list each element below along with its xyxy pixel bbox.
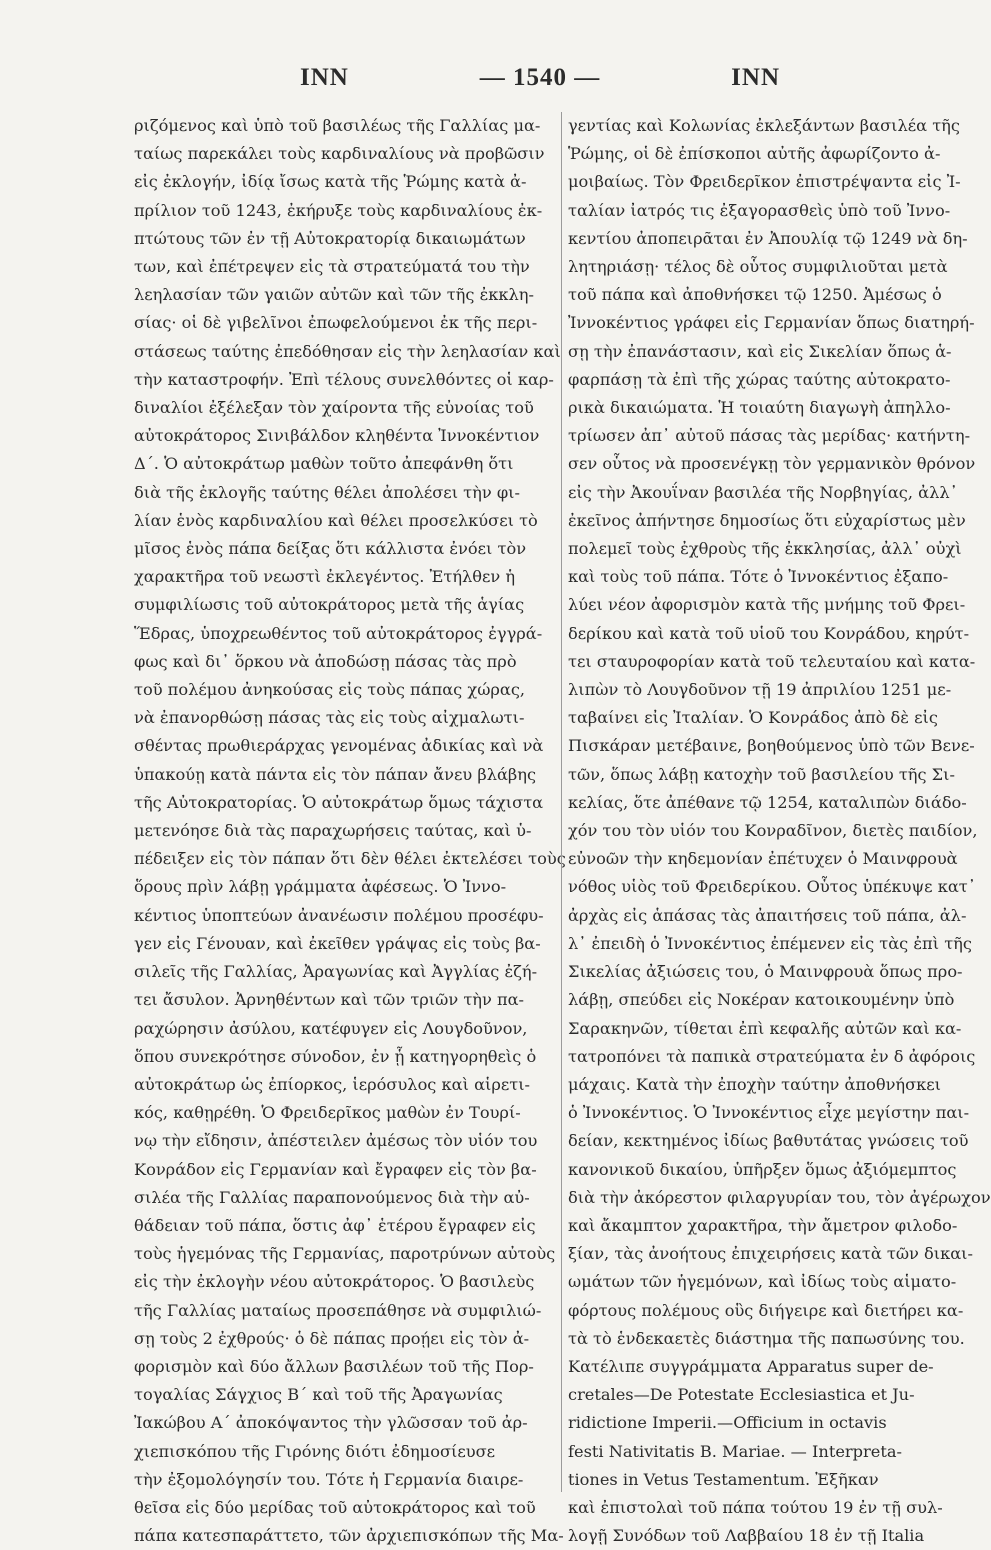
text-line: καὶ τοὺς τοῦ πάπα. Τότε ὁ Ἰννοκέντιος ἐξαπο-: [568, 567, 949, 587]
text-line: τῶν, ὅπως λάβῃ κατοχὴν τοῦ βασιλείου τῆς Σι-: [568, 764, 955, 784]
text-line: σίας· οἱ δὲ γιβελῖνοι ἐπωφελούμενοι ἐκ τῆς περι-: [134, 313, 538, 333]
text-line: cretales—De Potestate Ecclesiastica et Ju-: [568, 1385, 915, 1405]
text-line: κεντίου ἀποπειρᾶται ἐν Ἀπουλίᾳ τῷ 1249 νὰ δη-: [568, 228, 968, 248]
text-line: ridictione Imperii.—Officium in octavis: [568, 1413, 887, 1433]
text-line: ὅρους πρὶν λάβῃ γράμματα ἀφέσεως. Ὁ Ἰννο-: [134, 877, 507, 897]
text-line: Κονράδον εἰς Γερμανίαν καὶ ἔγραφεν εἰς τὸν βα-: [134, 1159, 537, 1179]
text-line: δερίκου καὶ κατὰ τοῦ υἱοῦ του Κονράδου, κηρύτ-: [568, 623, 970, 643]
text-line: φόρτους πολέμους οὓς διήγειρε καὶ διετήρει κα-: [568, 1300, 964, 1320]
text-line: φως καὶ δι᾽ ὅρκου νὰ ἀποδώσῃ πάσας τὰς πρὸ: [134, 651, 517, 671]
text-line: ξίαν, τὰς ἀνοήτους ἐπιχειρήσεις κατὰ τῶν δικαι-: [568, 1244, 973, 1264]
text-line: ταίως παρεκάλει τοὺς καρδιναλίους νὰ προβῶσιν: [134, 144, 545, 164]
text-line: καὶ ἐπιστολαὶ τοῦ πάπα τούτου 19 ἐν τῇ συλ-: [568, 1497, 943, 1517]
text-line: Πισκάραν μετέβαινε, βοηθούμενος ὑπὸ τῶν Βενε-: [568, 736, 975, 756]
text-line: λύει νέον ἀφορισμὸν κατὰ τῆς μνήμης τοῦ Φρει-: [568, 595, 966, 615]
text-line: δείαν, κεκτημένος ἰδίως βαθυτάτας γνώσεις τοῦ: [568, 1131, 969, 1151]
text-line: tiones in Vetus Testamentum. Ἐξῆκαν: [568, 1469, 879, 1489]
text-line: αὐτοκράτορος Σινιβάλδον κληθέντα Ἰννοκέντιον: [134, 426, 540, 446]
text-line: ὅπου συνεκρότησε σύνοδον, ἐν ᾗ κατηγορηθεὶς ὁ: [134, 1046, 537, 1066]
text-line: φορισμὸν καὶ δύο ἄλλων βασιλέων τοῦ τῆς Πορ-: [134, 1356, 534, 1376]
text-line: εἰς ἐκλογήν, ἰδίᾳ ἴσως κατὰ τῆς Ῥώμης κατὰ ἀ-: [134, 172, 527, 192]
text-line: χιεπισκόπου τῆς Γιρόνης διότι ἐδημοσίευσε: [134, 1441, 496, 1461]
text-line: θάδειαν τοῦ πάπα, ὅστις ἀφ᾽ ἑτέρου ἔγραφεν εἰς: [134, 1215, 536, 1235]
text-line: κός, καθῃρέθη. Ὁ Φρειδερῖκος μαθὼν ἐν Τουρί-: [134, 1103, 521, 1123]
text-line: κέντιος ὑποπτεύων ἀνανέωσιν πολέμου προσέφυ-: [134, 905, 544, 925]
text-line: σεν οὗτος νὰ προσενέγκῃ τὸν γερμανικὸν θρόνον: [568, 454, 976, 474]
left-column: [134, 112, 566, 1546]
text-line: Ἕδρας, ὑποχρεωθέντος τοῦ αὐτοκράτορος ἐγγρά-: [134, 623, 543, 643]
text-line: πρίλιον τοῦ 1243, ἐκήρυξε τοὺς καρδιναλίους ἐκ-: [134, 200, 543, 220]
text-line: τῆς Αὐτοκρατορίας. Ὁ αὐτοκράτωρ ὅμως τάχιστα: [134, 792, 544, 812]
text-line: θεῖσα εἰς δύο μερίδας τοῦ αὐτοκράτορος καὶ τοῦ: [134, 1497, 536, 1517]
text-line: ταβαίνει εἰς Ἰταλίαν. Ὁ Κονράδος ἀπὸ δὲ εἰς: [568, 708, 938, 728]
text-line: νῳ τὴν εἴδησιν, ἀπέστειλεν ἀμέσως τὸν υἱόν του: [134, 1131, 538, 1151]
page-header: [300, 58, 780, 98]
text-line: λεηλασίαν τῶν γαιῶν αὐτῶν καὶ τῶν τῆς ἐκκλη-: [134, 285, 534, 305]
text-line: στάσεως ταύτης ἐπεδόθησαν εἰς τὴν λεηλασίαν καὶ: [134, 341, 561, 361]
text-line: διὰ τῆς ἐκλογῆς ταύτης θέλει ἀπολέσει τὴν φι-: [134, 482, 520, 502]
text-line: συμφιλίωσις τοῦ αὐτοκράτορος μετὰ τῆς ἁγίας: [134, 595, 525, 615]
text-line: των, καὶ ἐπέτρεψεν εἰς τὰ στρατεύματά του τὴν: [134, 257, 530, 277]
text-line: τὴν ἐξομολόγησίν του. Τότε ἡ Γερμανία διαιρε-: [134, 1469, 524, 1489]
text-line: μῖσος ἑνὸς πάπα δείξας ὅτι κάλλιστα ἐνόει τὸν: [134, 539, 527, 559]
text-line: Ἰακώβου Α΄ ἀποκόψαντος τὴν γλῶσσαν τοῦ ἀρ-: [134, 1413, 528, 1433]
text-line: φαρπάσῃ τὰ ἐπὶ τῆς χώρας ταύτης αὐτοκρατο-: [568, 369, 951, 389]
text-line: ἀρχὰς εἰς ἁπάσας τὰς ἀπαιτήσεις τοῦ πάπα, ἀλ-: [568, 905, 967, 925]
text-line: τει ἄσυλον. Ἀρνηθέντων καὶ τῶν τριῶν τὴν πα-: [134, 990, 525, 1010]
text-line: διναλίοι ἐξέλεξαν τὸν χαίροντα τῆς εὐνοίας τοῦ: [134, 398, 534, 418]
text-line: σῃ τοὺς 2 ἐχθρούς· ὁ δὲ πάπας προῄει εἰς τὸν ἀ-: [134, 1328, 530, 1348]
text-line: τατροπόνει τὰ παπικὰ στρατεύματα ἐν δ ἀφόροις: [568, 1046, 976, 1066]
text-line: Κατέλιπε συγγράμματα Apparatus super de-: [568, 1356, 934, 1376]
text-line: ρικὰ δικαιώματα. Ἡ τοιαύτη διαγωγὴ ἀπηλλο-: [568, 398, 951, 418]
text-line: ριζόμενος καὶ ὑπὸ τοῦ βασιλέως τῆς Γαλλίας μα-: [134, 116, 541, 135]
text-line: λογῇ Συνόδων τοῦ Λαββαίου 18 ἐν τῇ Italia: [568, 1526, 925, 1546]
text-line: τοῦ πολέμου ἀνηκούσας εἰς τοὺς πάπας χώρας,: [134, 680, 526, 700]
text-line: festi Nativitatis B. Mariae. — Interpreta-: [568, 1441, 902, 1461]
text-line: μετενόησε διὰ τὰς παραχωρήσεις ταύτας, καὶ ὑ-: [134, 821, 532, 841]
text-line: χόν του τὸν υἱόν του Κονραδῖνον, διετὲς παιδίον,: [568, 821, 978, 841]
text-line: τὰ τὸ ἑνδεκαετὲς διάστημα τῆς παπωσύνης του.: [568, 1328, 965, 1348]
text-line: τοὺς ἡγεμόνας τῆς Γερμανίας, παροτρύνων αὐτοὺς: [134, 1244, 556, 1264]
text-line: ὁ Ἰννοκέντιος. Ὁ Ἰννοκέντιος εἶχε μεγίστην παι-: [568, 1103, 970, 1123]
text-line: τρίωσεν ἀπ᾽ αὐτοῦ πάσας τὰς μερίδας· κατήντη-: [568, 426, 971, 446]
text-line: εἰς τὴν Ἀκουΐναν βασιλέα τῆς Νορβηγίας, ἀλλ᾽: [568, 482, 958, 502]
text-line: Ἰννοκέντιος γράφει εἰς Γερμανίαν ὅπως διατηρή-: [568, 313, 975, 333]
text-line: πολεμεῖ τοὺς ἐχθροὺς τῆς ἐκκλησίας, ἀλλ᾽ οὐχὶ: [568, 539, 962, 559]
text-columns: [134, 112, 991, 1546]
text-line: νόθος υἱὸς τοῦ Φρειδερίκου. Οὗτος ὑπέκυψε κατ᾽: [568, 877, 976, 897]
text-line: πέδειξεν εἰς τὸν πάπαν ὅτι δὲν θέλει ἐκτελέσει τοὺς: [134, 849, 566, 869]
text-line: τογαλίας Σάγχιος Β΄ καὶ τοῦ τῆς Ἀραγωνίας: [134, 1385, 503, 1405]
text-line: εἰς τὴν ἐκλογὴν νέου αὐτοκράτορος. Ὁ βασιλεὺς: [134, 1272, 535, 1292]
text-line: σθέντας πρωθιεράρχας γενομένας ἀδικίας καὶ νὰ: [134, 736, 544, 756]
text-line: κελίας, ὅτε ἀπέθανε τῷ 1254, καταλιπὼν διάδο-: [568, 792, 967, 812]
text-line: τὴν καταστροφήν. Ἐπὶ τέλους συνελθόντες οἱ καρ-: [134, 369, 554, 389]
text-line: μοιβαίως. Τὸν Φρειδερῖκον ἐπιστρέψαντα εἰς Ἰ-: [568, 172, 961, 192]
text-line: λάβῃ, σπεύδει εἰς Νοκέραν κατοικουμένην ὑπὸ: [568, 990, 955, 1010]
text-line: γεντίας καὶ Κολωνίας ἐκλεξάντων βασιλέα τῆς: [568, 116, 960, 135]
text-line: εὐνοῶν τὴν κηδεμονίαν ἐπέτυχεν ὁ Μαινφρουὰ: [568, 849, 958, 869]
text-line: γεν εἰς Γένουαν, καὶ ἐκεῖθεν γράψας εἰς τοὺς βα-: [134, 933, 541, 953]
text-line: λητηριάσῃ· τέλος δὲ οὗτος συμφιλιοῦται μετὰ: [568, 257, 948, 277]
text-line: σῃ τὴν ἐπανάστασιν, καὶ εἰς Σικελίαν ὅπως ἁ-: [568, 341, 952, 361]
text-line: λ᾽ ἐπειδὴ ὁ Ἰννοκέντιος ἐπέμενεν εἰς τὰς ἐπὶ τῆς: [568, 933, 972, 953]
text-line: λίαν ἑνὸς καρδιναλίου καὶ θέλει προσελκύσει τὸ: [134, 510, 538, 530]
header-left-term: INN: [300, 64, 349, 91]
text-line: Ῥώμης, οἱ δὲ ἐπίσκοποι αὐτῆς ἀφωρίζοντο ἀ-: [568, 144, 941, 164]
right-column: [561, 112, 991, 1546]
text-line: πτώτους τῶν ἐν τῇ Αὐτοκρατορίᾳ δικαιωμάτων: [134, 228, 526, 248]
text-line: ωμάτων τῶν ἡγεμόνων, καὶ ἰδίως τοὺς αἱματο-: [568, 1272, 957, 1292]
text-line: τει σταυροφορίαν κατὰ τοῦ τελευταίου καὶ κατα-: [568, 651, 976, 671]
text-line: σιλεῖς τῆς Γαλλίας, Ἀραγωνίας καὶ Ἀγγλίας ἐζή-: [134, 962, 538, 982]
text-line: Δ΄. Ὁ αὐτοκράτωρ μαθὼν τοῦτο ἀπεφάνθη ὅτι: [134, 454, 514, 474]
text-line: νὰ ἐπανορθώσῃ πάσας τὰς εἰς τοὺς αἰχμαλωτι-: [134, 708, 525, 728]
text-line: καὶ ἄκαμπτον χαρακτῆρα, τὴν ἄμετρον φιλοδο-: [568, 1215, 958, 1235]
text-line: ταλίαν ἰατρός τις ἐξαγορασθεὶς ὑπὸ τοῦ Ἰννο-: [568, 200, 951, 220]
text-line: χαρακτῆρα τοῦ νεωστὶ ἐκλεγέντος. Ἐτήλθεν ἡ: [134, 567, 516, 587]
text-line: τοῦ πάπα καὶ ἀποθνήσκει τῷ 1250. Ἀμέσως ὁ: [568, 285, 942, 305]
text-line: ραχώρησιν ἀσύλου, κατέφυγεν εἰς Λουγδοῦνον,: [134, 1018, 528, 1038]
text-line: μάχαις. Κατὰ τὴν ἐποχὴν ταύτην ἀποθνήσκει: [568, 1074, 942, 1094]
text-line: κανονικοῦ δικαίου, ὑπῆρξεν ὅμως ἀξιόμεμπτος: [568, 1159, 957, 1179]
header-right-term: INN: [731, 64, 780, 91]
text-line: αὐτοκράτωρ ὡς ἐπίορκος, ἱερόσυλος καὶ αἱρετι-: [134, 1074, 531, 1094]
text-line: Σικελίας ἀξιώσεις του, ὁ Μαινφρουὰ ὅπως προ-: [568, 962, 963, 982]
text-line: Σαρακηνῶν, τίθεται ἐπὶ κεφαλῆς αὐτῶν καὶ κα-: [568, 1018, 962, 1038]
text-line: σιλέα τῆς Γαλλίας παραπονούμενος διὰ τὴν αὐ-: [134, 1187, 530, 1207]
text-line: λιπὼν τὸ Λουγδοῦνον τῇ 19 ἀπριλίου 1251 με-: [568, 680, 952, 700]
text-line: τῆς Γαλλίας ματαίως προσεπάθησε νὰ συμφιλιώ-: [134, 1300, 542, 1320]
page-number: — 1540 —: [479, 64, 601, 91]
text-line: ἐκεῖνος ἀπήντησε δημοσίως ὅτι εὐχαρίστως μὲν: [568, 510, 966, 530]
text-line: διὰ τὴν ἀκόρεστον φιλαργυρίαν του, τὸν ἀγέρωχον: [568, 1187, 991, 1207]
text-line: πάπα κατεσπαράττετο, τῶν ἀρχιεπισκόπων τῆς Μα-: [134, 1526, 564, 1546]
text-line: ὑπακούῃ κατὰ πάντα εἰς τὸν πάπαν ἄνευ βλάβης: [134, 764, 537, 784]
